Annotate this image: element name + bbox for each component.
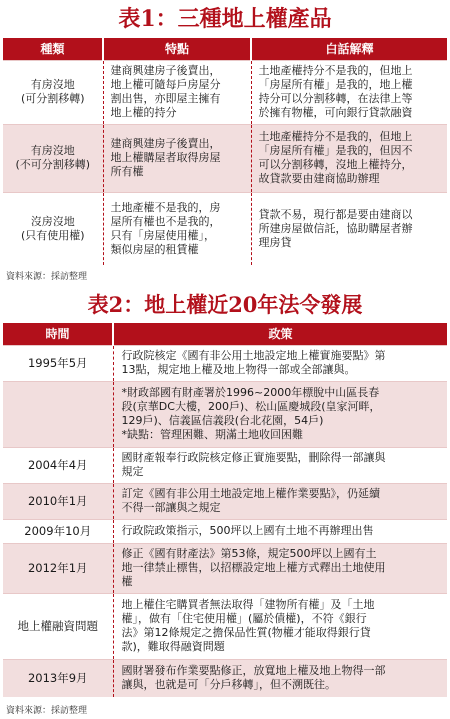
table-row <box>3 519 447 543</box>
row-time: 2009年10月 <box>3 519 113 543</box>
table-row <box>3 659 447 697</box>
row-policy: 行政院政策指示，500坪以上國有土地不再辦理出售 <box>113 519 447 543</box>
product-feature: 建商興建房子後賣出， 地上權購屋者取得房屋 所有權 <box>103 124 251 192</box>
table1-source: 資料來源：採訪整理 <box>6 272 88 282</box>
table2-source: 資料來源：採訪整理 <box>6 706 88 716</box>
row-time: 2013年9月 <box>3 659 113 697</box>
header-feature: 特點 <box>103 38 251 60</box>
table-row <box>3 381 447 447</box>
row-time: 1995年5月 <box>3 345 113 381</box>
table-row <box>3 543 447 593</box>
land-rights-law-history-table <box>3 323 447 697</box>
row-policy: 國財產報奉行政院核定修正實施要點，刪除得一部讓與 規定 <box>113 447 447 483</box>
product-plain: 土地產權持分不是我的，但地上 「房屋所有權」是我的，但因不 可以分割移轉，沒地上權持分， 故貸款要由建商協助辦理 <box>251 124 447 192</box>
header-policy: 政策 <box>113 323 447 345</box>
row-policy: *財政部國有財產署於1996~2000年標脫中山區長春 段(京華DC大樓，200戶)、松山區慶城段(皇家河畔， 129戶)、信義區信義段(台北花園，54戶) *缺點：管理困難、期滿土地收回困難 <box>113 381 447 447</box>
product-name: 有房沒地 (不可分割移轉) <box>3 124 103 192</box>
header-time: 時間 <box>3 323 113 345</box>
product-feature: 土地產權不是我的，房 屋所有權也不是我的， 只有「房屋使用權」， 類似房屋的租賃權 <box>103 192 251 265</box>
land-rights-products-table <box>3 38 447 265</box>
table-row <box>3 192 447 265</box>
table-row <box>3 345 447 381</box>
row-time: 地上權融資問題 <box>3 593 113 659</box>
row-time: 2012年1月 <box>3 543 113 593</box>
table2-title: 表2：地上權近20年法令發展 <box>87 292 363 317</box>
row-policy: 修正《國有財產法》第53條，規定500坪以上國有土 地一律禁止標售，以招標設定地上權方式釋出土地使用 權 <box>113 543 447 593</box>
table-row <box>3 483 447 519</box>
row-time: 2010年1月 <box>3 483 113 519</box>
table1-title: 表1：三種地上權產品 <box>118 6 332 32</box>
header-plain: 白話解釋 <box>251 38 447 60</box>
row-time: 2004年4月 <box>3 447 113 483</box>
product-plain: 土地產權持分不是我的，但地上 「房屋所有權」是我的，地上權 持分可以分割移轉，在法律上等 於擁有物權，可向銀行貸款融資 <box>251 60 447 124</box>
product-feature: 建商興建房子後賣出， 地上權可隨每戶房屋分 割出售，亦即屋主擁有 地上權的持分 <box>103 60 251 124</box>
row-policy: 國財署發布作業要點修正，放寬地上權及地上物得一部 讓與，也就是可「分戶移轉」，但不溯既往。 <box>113 659 447 697</box>
table-row <box>3 60 447 124</box>
row-time <box>3 381 113 447</box>
table-row <box>3 124 447 192</box>
header-type: 種類 <box>3 38 103 60</box>
row-policy: 訂定《國有非公用土地設定地上權作業要點》，仍延續 不得一部讓與之規定 <box>113 483 447 519</box>
table-row <box>3 447 447 483</box>
row-policy: 地上權住宅購買者無法取得「建物所有權」及「土地 權」，做有「住宅使用權」(屬於債權)，不符《銀行 法》第12條規定之擔保品性質(物權才能取得銀行貸 款)，難取得融資問題 <box>113 593 447 659</box>
row-policy: 行政院核定《國有非公用土地設定地上權實施要點》第 13點，規定地上權及地上物得一部或全部讓與。 <box>113 345 447 381</box>
product-name: 沒房沒地 (只有使用權) <box>3 192 103 265</box>
product-plain: 貸款不易，現行都是要由建商以 所建房屋做信託，協助購屋者辦 理房貸 <box>251 192 447 265</box>
product-name: 有房沒地 (可分割移轉) <box>3 60 103 124</box>
table-row <box>3 593 447 659</box>
